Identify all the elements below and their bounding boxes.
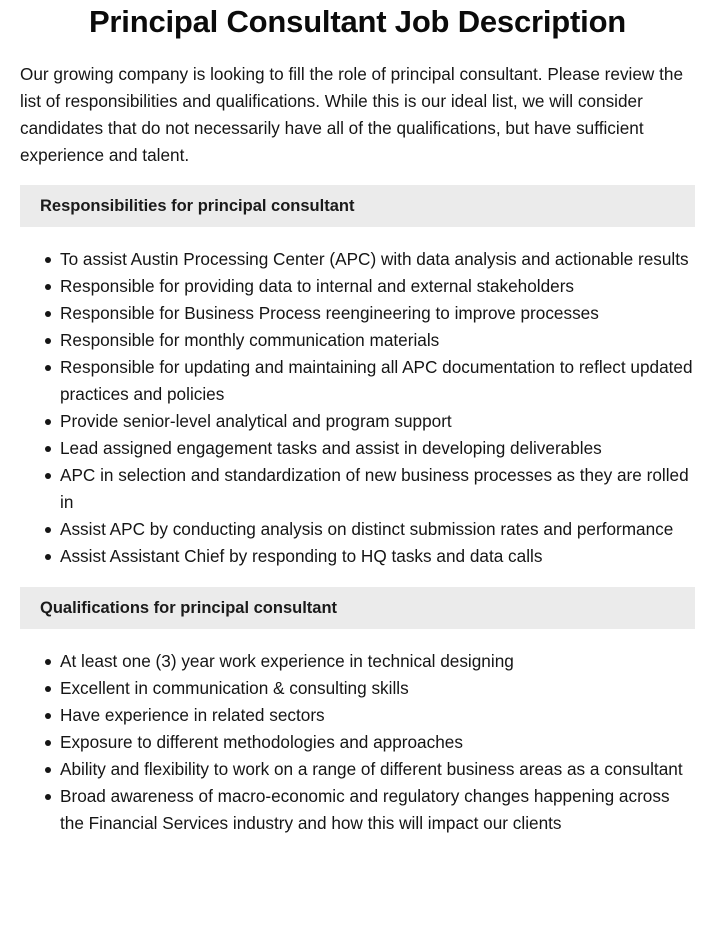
list-item-text: Responsible for monthly communication materials: [60, 330, 440, 350]
bullet-icon: [45, 686, 51, 692]
qualifications-section-header: Qualifications for principal consultant: [20, 587, 695, 629]
list-item-text: To assist Austin Processing Center (APC) with data analysis and actionable results: [60, 249, 689, 269]
bullet-icon: [45, 713, 51, 719]
list-item: [60, 246, 695, 273]
list-item-text: Responsible for providing data to internal and external stakeholders: [60, 276, 575, 296]
list-item: [60, 756, 695, 783]
list-item-text: At least one (3) year work experience in technical designing: [60, 651, 514, 671]
list-item: [60, 729, 695, 756]
list-item-text: Assist APC by conducting analysis on distinct submission rates and performance: [60, 519, 674, 539]
list-item-text: Provide senior-level analytical and program support: [60, 411, 452, 431]
bullet-icon: [45, 473, 51, 479]
bullet-icon: [45, 527, 51, 533]
list-item-text: Responsible for Business Process reengineering to improve processes: [60, 303, 599, 323]
responsibilities-section-header: Responsibilities for principal consultant: [20, 185, 695, 227]
list-item: [60, 543, 695, 570]
bullet-icon: [45, 446, 51, 452]
list-item-text: APC in selection and standardization of new business processes as they are rolled in: [60, 465, 689, 512]
list-item: [60, 435, 695, 462]
list-item: [60, 354, 695, 408]
list-item: [60, 702, 695, 729]
list-item-text: Exposure to different methodologies and approaches: [60, 732, 463, 752]
list-item-text: Excellent in communication & consulting skills: [60, 678, 409, 698]
list-item-text: Have experience in related sectors: [60, 705, 325, 725]
bullet-icon: [45, 659, 51, 665]
bullet-icon: [45, 311, 51, 317]
bullet-icon: [45, 257, 51, 263]
list-item: [60, 300, 695, 327]
bullet-icon: [45, 284, 51, 290]
list-item: [60, 273, 695, 300]
list-item: [60, 648, 695, 675]
list-item-text: Broad awareness of macro-economic and regulatory changes happening across the Financial Services industry and how this will impact our clients: [60, 786, 670, 833]
intro-paragraph: Our growing company is looking to fill the role of principal consultant. Please review the list of responsibilities and qualifications. While this is our ideal list, we will consider candidates that do not necessarily have all of the qualifications, but have sufficient experience and talent.: [20, 64, 684, 165]
list-item-text: Responsible for updating and maintaining all APC documentation to reflect updated practices and policies: [60, 357, 693, 404]
list-item: [60, 675, 695, 702]
list-item-text: Assist Assistant Chief by responding to HQ tasks and data calls: [60, 546, 543, 566]
bullet-icon: [45, 554, 51, 560]
list-item: [60, 516, 695, 543]
bullet-icon: [45, 419, 51, 425]
list-item-text: Lead assigned engagement tasks and assist in developing deliverables: [60, 438, 602, 458]
bullet-icon: [45, 365, 51, 371]
list-item: [60, 462, 695, 516]
bullet-icon: [45, 767, 51, 773]
bullet-icon: [45, 794, 51, 800]
list-item: [60, 408, 695, 435]
bullet-icon: [45, 740, 51, 746]
responsibilities-list: [20, 246, 695, 570]
list-item: [60, 783, 695, 837]
qualifications-list: [20, 648, 695, 837]
bullet-icon: [45, 338, 51, 344]
page-title: Principal Consultant Job Description: [88, 4, 627, 39]
list-item-text: Ability and flexibility to work on a range of different business areas as a consultant: [60, 759, 683, 779]
list-item: [60, 327, 695, 354]
